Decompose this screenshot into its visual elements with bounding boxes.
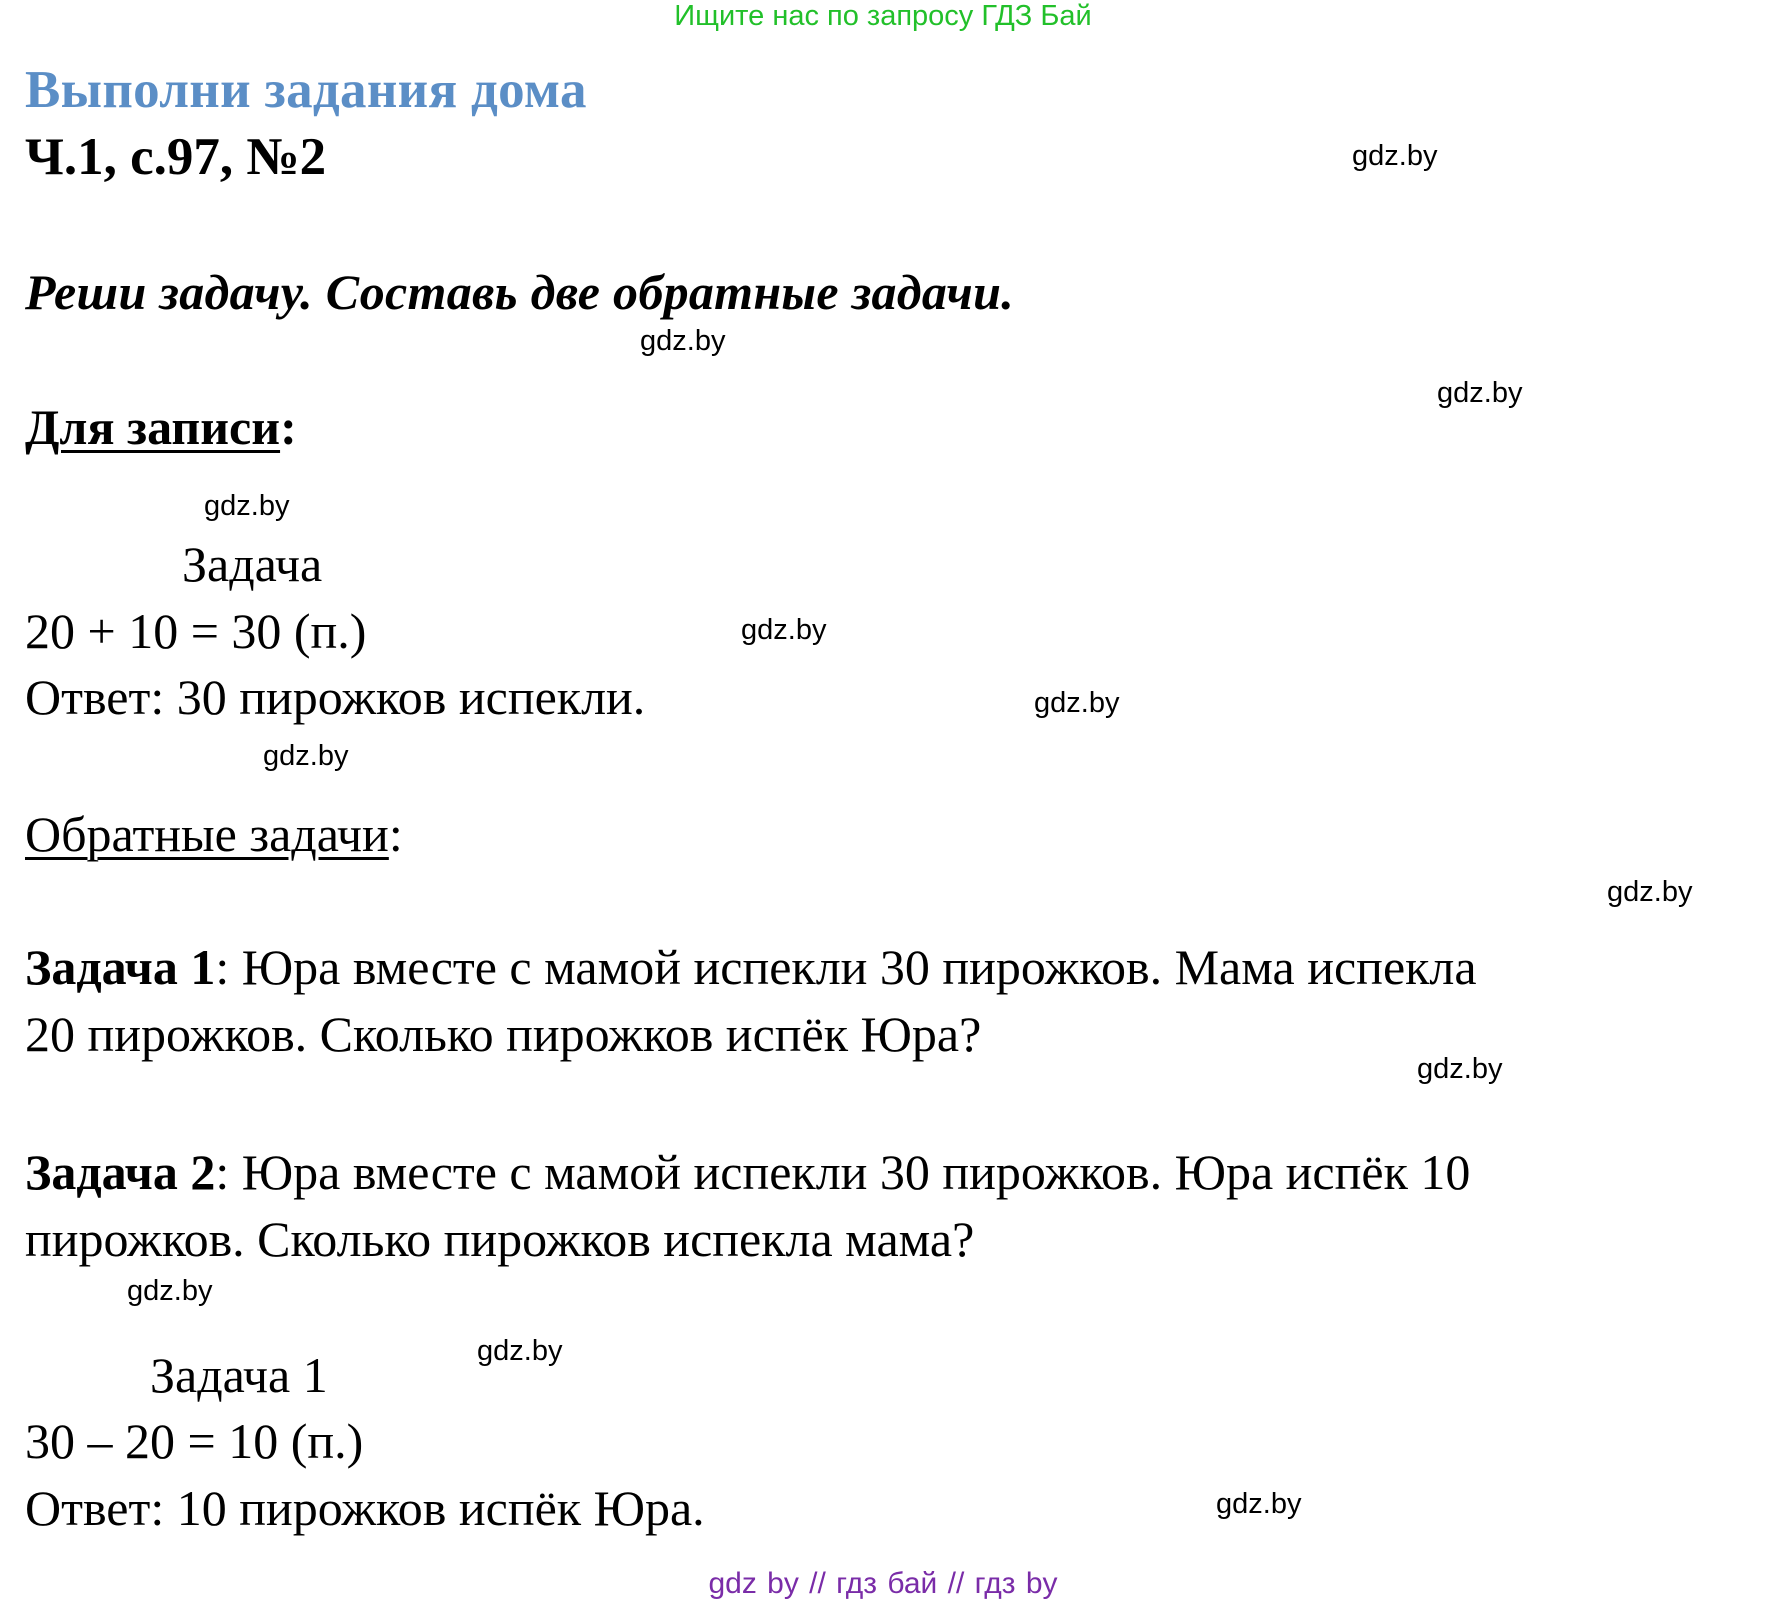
watermark: gdz.by [1437,377,1523,409]
task-equation: 20 + 10 = 30 (п.) [25,603,367,659]
inverse-tasks-colon: : [388,806,403,862]
watermark: gdz.by [1216,1488,1302,1520]
task-title: Задача [182,536,323,592]
inverse-tasks-label: Обратные задачи [25,806,389,862]
instruction: Реши задачу. Составь две обратные задачи. [25,264,1015,320]
inverse-task-1-line1 [25,938,1477,996]
watermark: gdz.by [263,740,349,772]
watermark: gdz.by [741,614,827,646]
for-notes-label: Для записи [25,399,281,455]
for-notes-colon: : [280,399,297,455]
watermark: gdz.by [1352,140,1438,172]
solution-1-answer: Ответ: 10 пирожков испёк Юра. [25,1480,705,1536]
inverse-tasks-heading [25,805,403,863]
page-heading: Выполни задания дома [25,61,587,119]
inverse-task-1-text: : Юра вместе с мамой испекли 30 пирожков. Мама испекла [215,939,1477,995]
watermark: gdz.by [1417,1053,1503,1085]
inverse-task-1-line2: 20 пирожков. Сколько пирожков испёк Юра? [25,1006,982,1062]
watermark: gdz.by [1607,876,1693,908]
for-notes-heading [25,398,297,456]
solution-1-title: Задача 1 [150,1347,328,1403]
inverse-task-2-line1 [25,1143,1470,1201]
inverse-task-2-text: : Юра вместе с мамой испекли 30 пирожков. Юра испёк 10 [215,1144,1471,1200]
exercise-reference: Ч.1, с.97, №2 [25,128,327,186]
inverse-task-2-line2: пирожков. Сколько пирожков испекла мама? [25,1211,975,1267]
inverse-task-1-label: Задача 1 [25,939,216,995]
top-banner: Ищите нас по запросу ГДЗ Бай [674,0,1092,32]
watermark: gdz.by [204,490,290,522]
inverse-task-2-label: Задача 2 [25,1144,216,1200]
footer: gdz by // гдз бай // гдз by [708,1567,1058,1600]
task-answer: Ответ: 30 пирожков испекли. [25,669,646,725]
solution-1-equation: 30 – 20 = 10 (п.) [25,1413,364,1469]
watermark: gdz.by [477,1335,563,1367]
watermark: gdz.by [1034,687,1120,719]
watermark: gdz.by [640,325,726,357]
watermark: gdz.by [127,1275,213,1307]
